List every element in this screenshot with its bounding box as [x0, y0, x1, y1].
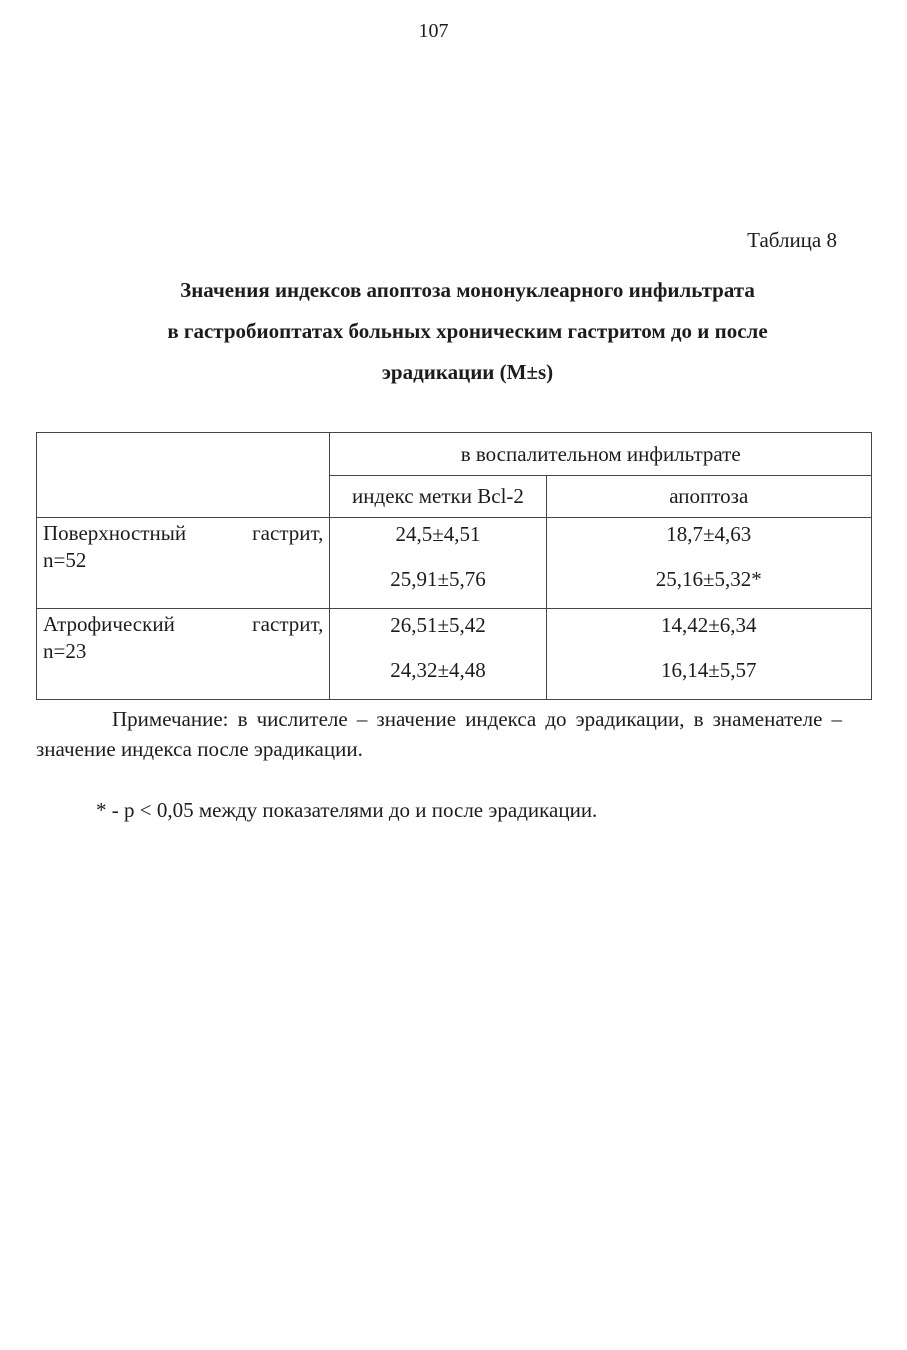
row-label-word: Атрофический [43, 612, 175, 636]
bcl2-after-value: 25,91±5,76 [390, 567, 486, 591]
table-note: Примечание: в числителе – значение индекса до эрадикации, в знаменателе – значение индекса после эрадикации. [36, 707, 842, 761]
bcl2-cell [330, 518, 546, 609]
row-label-n: n=52 [43, 548, 87, 572]
header-group-cell: в воспалительном инфильтрате [330, 433, 872, 476]
row-label-n: n=23 [43, 639, 87, 663]
data-table [36, 432, 872, 700]
row-label-word: Поверхностный [43, 521, 187, 545]
bcl2-cell [330, 609, 546, 700]
table-row [37, 609, 872, 700]
table-title [30, 270, 905, 393]
empty-corner-cell [37, 433, 330, 518]
table-row [37, 518, 872, 609]
row-label [37, 518, 330, 609]
row-label-word: гастрит, [252, 612, 324, 636]
column-header-apoptosis: апоптоза [546, 476, 871, 518]
bcl2-after-value: 24,32±4,48 [390, 658, 486, 682]
apoptosis-cell [546, 518, 871, 609]
apoptosis-after-value: 16,14±5,57 [661, 658, 757, 682]
column-header-bcl2: индекс метки Bcl-2 [330, 476, 546, 518]
table-header-row [37, 433, 872, 476]
bcl2-before-value: 24,5±4,51 [395, 522, 481, 546]
table-title-line: в гастробиоптатах больных хроническим гастритом до и после [167, 319, 768, 343]
table-title-line: эрадикации (M±s) [381, 360, 554, 384]
apoptosis-cell [546, 609, 871, 700]
row-label [37, 609, 330, 700]
table-label: Таблица 8 [747, 228, 837, 252]
apoptosis-before-value: 14,42±6,34 [661, 613, 757, 637]
apoptosis-after-value: 25,16±5,32* [655, 567, 762, 591]
significance-footnote: * - p < 0,05 между показателями до и после эрадикации. [96, 798, 598, 822]
bcl2-before-value: 26,51±5,42 [390, 613, 486, 637]
apoptosis-before-value: 18,7±4,63 [666, 522, 752, 546]
row-label-word: гастрит, [252, 521, 324, 545]
page-number: 107 [418, 20, 449, 42]
table-title-line: Значения индексов апоптоза мононуклеарного инфильтрата [180, 278, 755, 302]
